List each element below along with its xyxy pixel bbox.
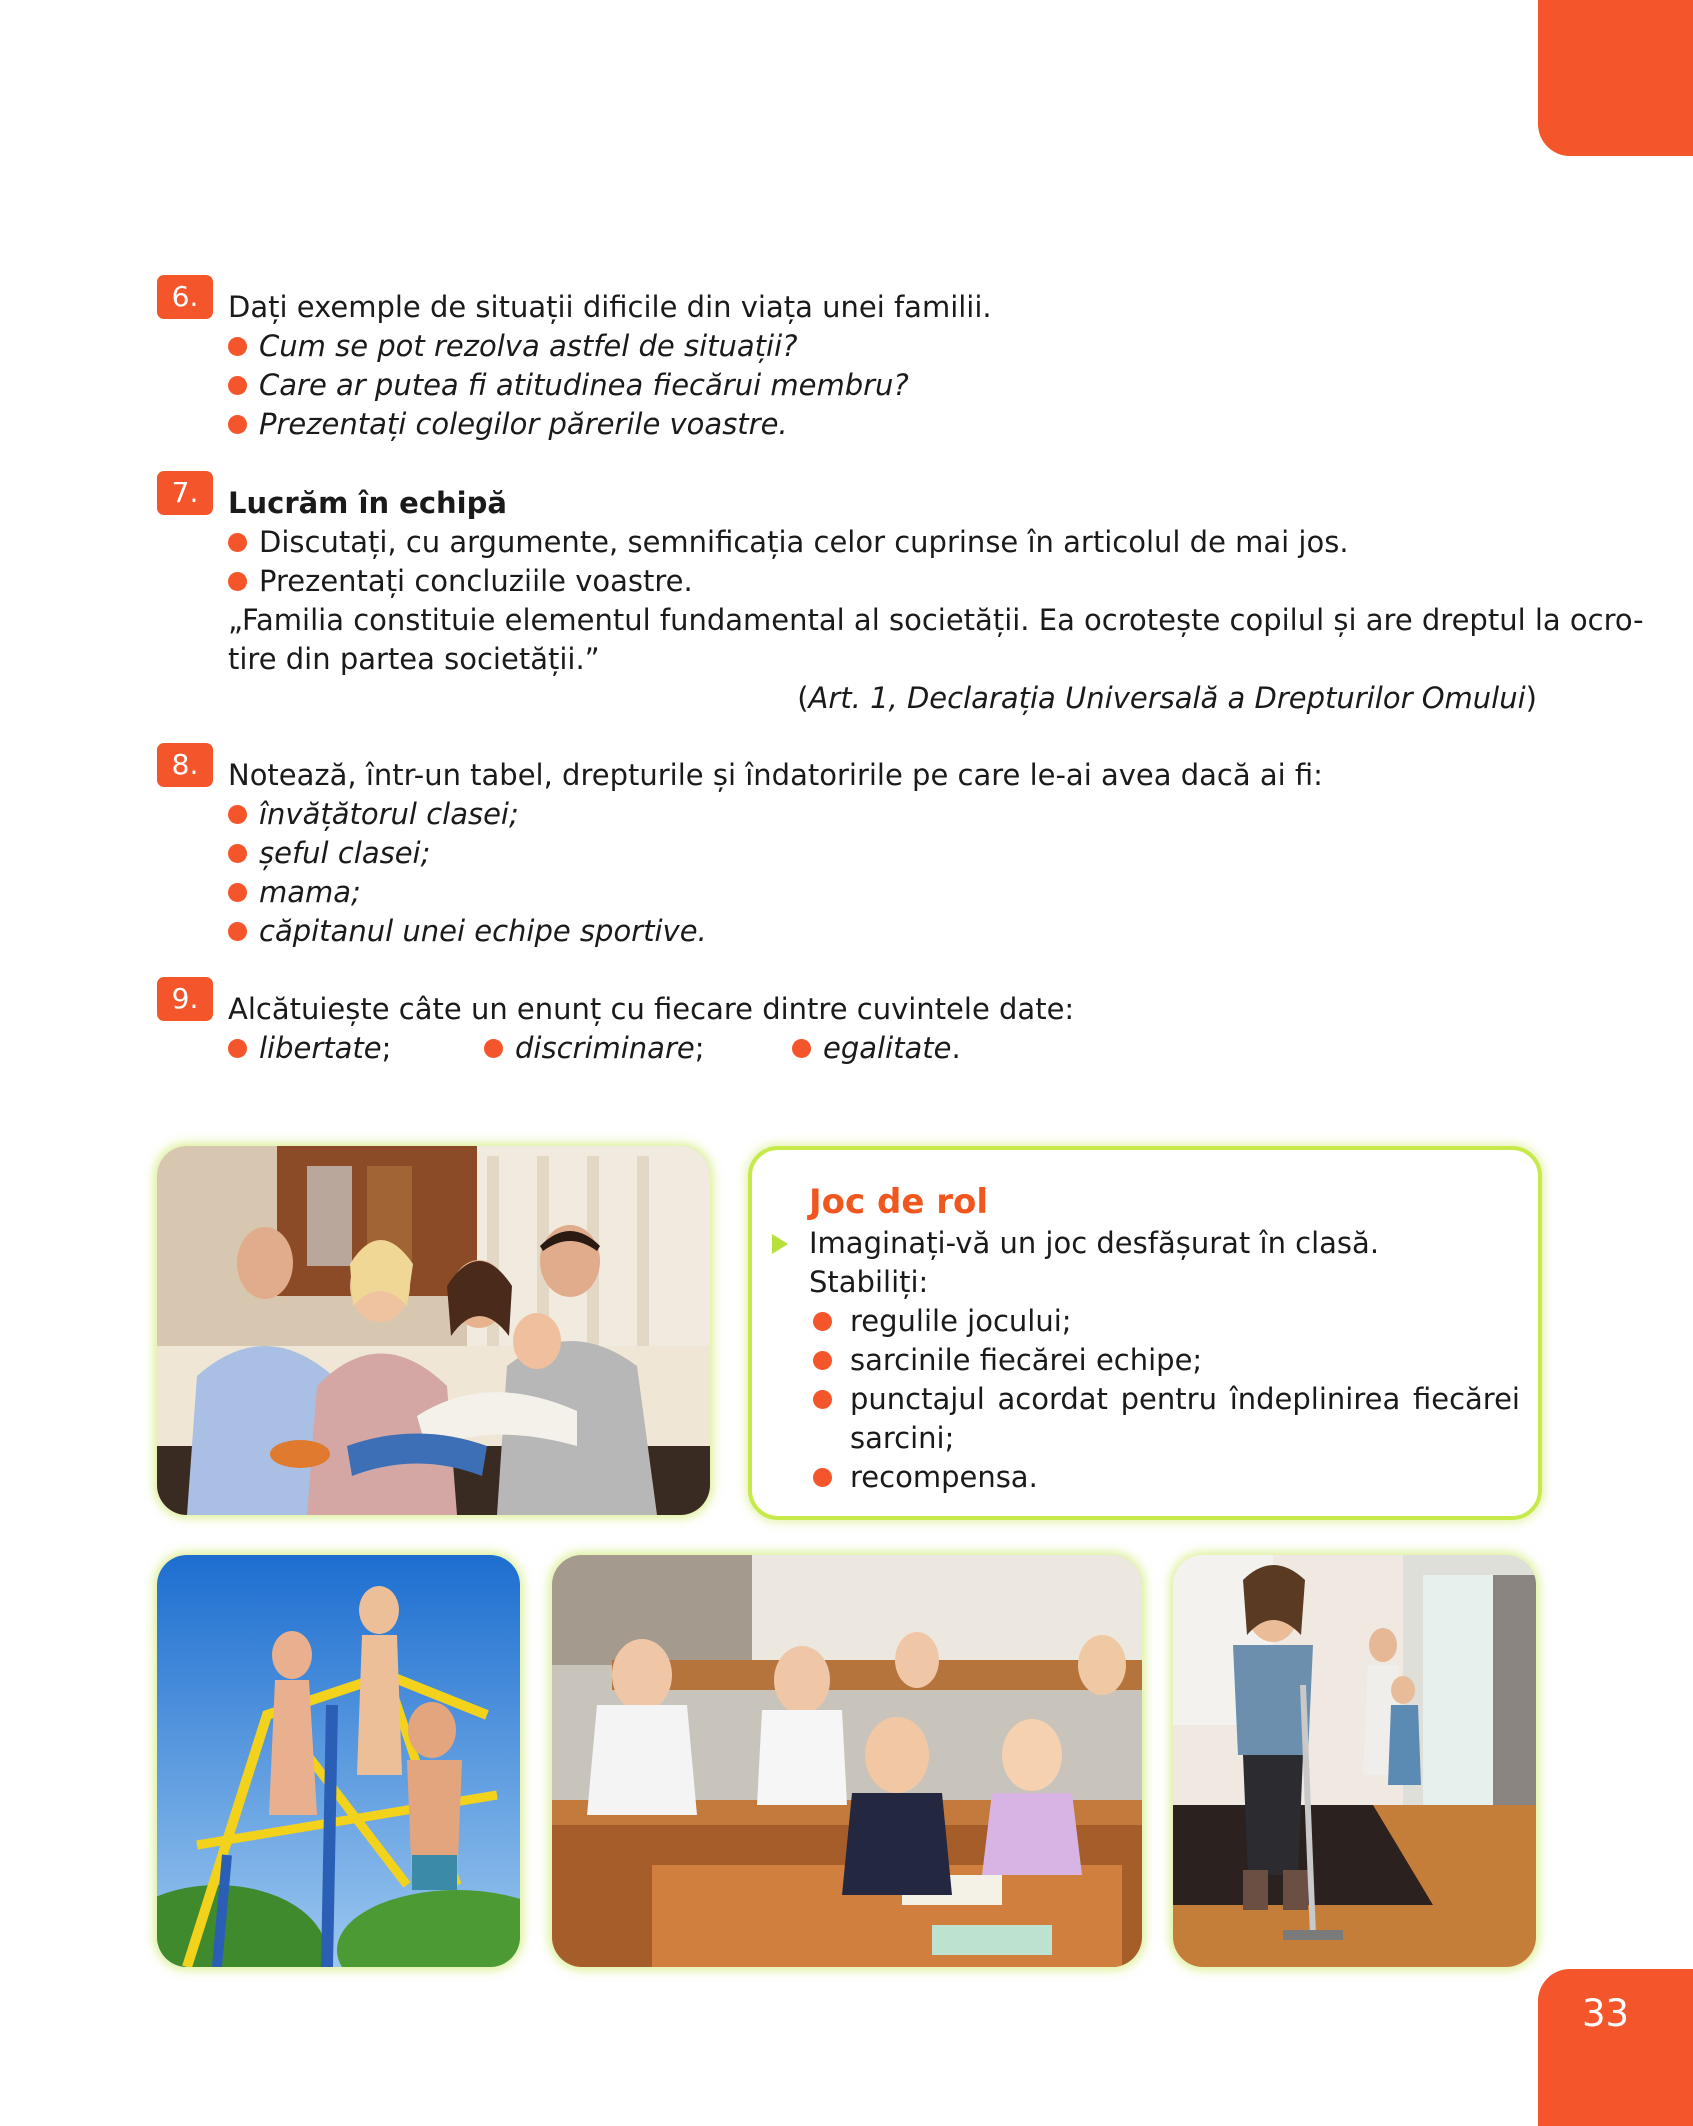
list-item: Care ar putea fi atitudinea fiecărui membru? [228, 366, 1537, 405]
role-play-box [748, 1146, 1542, 1520]
bullet-dot-icon [228, 844, 247, 863]
list-item: Prezentați colegilor părerile voastre. [228, 405, 1537, 444]
exercise-7 [157, 471, 1644, 718]
list-item: șeful clasei; [228, 834, 1537, 873]
list-item: învățătorul clasei; [228, 795, 1537, 834]
role-play-sub: Stabiliți: [809, 1265, 929, 1299]
exercise-number-badge: 6. [157, 275, 213, 319]
list-item: Cum se pot rezolva astfel de situații? [228, 327, 1537, 366]
list-item: sarcinile fiecărei echipe; [813, 1341, 1520, 1380]
exercise-6 [157, 275, 1537, 444]
bullet-dot-icon [228, 922, 247, 941]
bullet-dot-icon [228, 376, 247, 395]
role-play-intro: Imaginați-vă un joc desfășurat în clasă. [772, 1224, 1520, 1263]
quote-line-1: „Familia constituie elementul fundamental al societății. Ea ocrotește copilul și are dreptul la ocro- [228, 603, 1644, 637]
page-number: 33 [1581, 1992, 1630, 2035]
list-item: libertate ; [228, 1029, 484, 1068]
bullet-dot-icon [228, 337, 247, 356]
playground-illustration [157, 1555, 520, 1967]
list-item: recompensa. [813, 1458, 1520, 1497]
bullet-dot-icon [228, 572, 247, 591]
cleaning-photo [1173, 1555, 1536, 1967]
list-item: regulile jocului; [813, 1302, 1520, 1341]
family-illustration [157, 1146, 710, 1515]
exercise-intro: Dați exemple de situații dificile din viața unei familii. [228, 290, 992, 324]
exercise-number-badge: 8. [157, 743, 213, 787]
bullet-dot-icon [228, 805, 247, 824]
quote-source: (Art. 1, Declarația Universală a Drepturilor Omului) [797, 681, 1537, 715]
list-item: căpitanul unei echipe sportive. [228, 912, 1537, 951]
bullet-dot-icon [813, 1312, 832, 1331]
bullet-dot-icon [813, 1468, 832, 1487]
playground-photo [157, 1555, 520, 1967]
list-item: punctajul acordat pentru îndeplinirea fiecărei sarcini; [813, 1380, 1520, 1458]
corner-tab-top [1538, 0, 1693, 156]
list-item: Prezentați concluziile voastre. [228, 562, 1537, 601]
classroom-photo [552, 1555, 1142, 1967]
exercise-9 [157, 977, 1537, 1068]
exercise-number-badge: 9. [157, 977, 213, 1021]
exercise-intro: Alcătuiește câte un enunț cu fiecare dintre cuvintele date: [228, 992, 1075, 1026]
exercise-8 [157, 743, 1537, 951]
exercise-number-badge: 7. [157, 471, 213, 515]
bullet-dot-icon [792, 1039, 811, 1058]
bullet-dot-icon [228, 1039, 247, 1058]
chevron-right-icon [772, 1234, 788, 1254]
bullet-dot-icon [813, 1390, 832, 1409]
bullet-dot-icon [813, 1351, 832, 1370]
exercise-heading: Lucrăm în echipă [228, 486, 507, 520]
family-photo [157, 1146, 710, 1515]
list-item: discriminare ; [484, 1029, 792, 1068]
bullet-dot-icon [484, 1039, 503, 1058]
word-list [228, 1029, 1537, 1068]
classroom-illustration [552, 1555, 1142, 1967]
bullet-dot-icon [228, 883, 247, 902]
list-item: egalitate . [792, 1029, 961, 1068]
role-play-title: Joc de rol [809, 1182, 989, 1222]
bullet-dot-icon [228, 415, 247, 434]
list-item: Discutați, cu argumente, semnificația celor cuprinse în articolul de mai jos. [228, 523, 1537, 562]
exercise-intro: Notează, într-un tabel, drepturile și îndatoririle pe care le-ai avea dacă ai fi: [228, 758, 1323, 792]
cleaning-illustration [1173, 1555, 1536, 1967]
list-item: mama; [228, 873, 1537, 912]
bullet-dot-icon [228, 533, 247, 552]
quote-line-2: tire din partea societății.” [228, 642, 600, 676]
